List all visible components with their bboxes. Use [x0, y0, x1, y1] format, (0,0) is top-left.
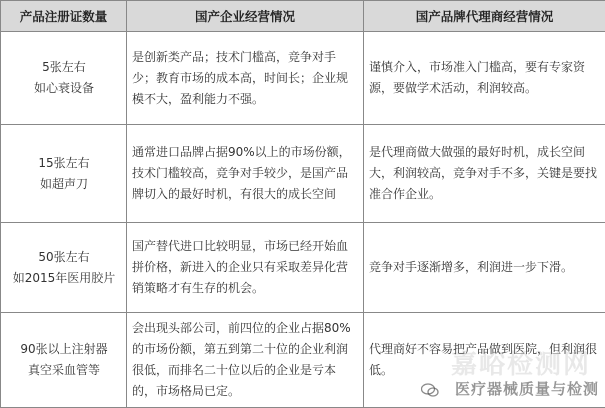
- category-example: 如2015年医用胶片: [6, 268, 122, 289]
- agent-cell: 竞争对手逐渐增多，利润进一步下滑。: [364, 223, 605, 313]
- watermark-text: 医疗器械质量与检测: [455, 378, 599, 399]
- category-count: 50张左右: [6, 247, 122, 268]
- category-cell: [1, 313, 127, 408]
- category-example: 如心衰设备: [6, 78, 122, 99]
- category-cell: [1, 125, 127, 223]
- header-domestic-enterprise: 国产企业经营情况: [127, 1, 364, 32]
- category-cell: [1, 223, 127, 313]
- category-count: 90张以上注射器: [6, 339, 122, 360]
- agent-cell: 代理商好不容易把产品做到医院，但利润很低。: [364, 313, 605, 408]
- domestic-cell: 是创新类产品；技术门槛高，竞争对手少；教育市场的成本高，时间长；企业规模不大，盈利能力不强。: [127, 32, 364, 125]
- category-example: 真空采血管等: [6, 360, 122, 381]
- domestic-cell: 国产替代进口比较明显，市场已经开始血拼价格，新进入的企业只有采取差异化营销策略才有生存的机会。: [127, 223, 364, 313]
- table-row: [1, 32, 605, 125]
- header-domestic-agent: 国产品牌代理商经营情况: [364, 1, 605, 32]
- table-row: [1, 223, 605, 313]
- category-cell: [1, 32, 127, 125]
- domestic-cell: 会出现头部公司，前四位的企业占据80%的市场份额，第五到第二十位的企业利润很低，而排名二十位以后的企业是亏本的，市场格局已定。: [127, 313, 364, 408]
- category-example: 如超声刀: [6, 174, 122, 195]
- domestic-cell: 通常进口品牌占据90%以上的市场份额，技术门槛较高，竞争对手较少，是国产品牌切入的最好时机，有很大的成长空间: [127, 125, 364, 223]
- category-count: 15张左右: [6, 153, 122, 174]
- header-row: [1, 1, 605, 32]
- category-count: 5张左右: [6, 57, 122, 78]
- header-registration-count: 产品注册证数量: [1, 1, 127, 32]
- agent-cell: 谨慎介入，市场准入门槛高，要有专家资源，要做学术活动，利润较高。: [364, 32, 605, 125]
- agent-cell: 是代理商做大做强的最好时机，成长空间大，利润较高，竞争对手不多，关键是要找准合作企业。: [364, 125, 605, 223]
- table-row: [1, 125, 605, 223]
- watermark-faint-text: 嘉峪检测网: [451, 344, 591, 381]
- wechat-icon: [421, 383, 439, 397]
